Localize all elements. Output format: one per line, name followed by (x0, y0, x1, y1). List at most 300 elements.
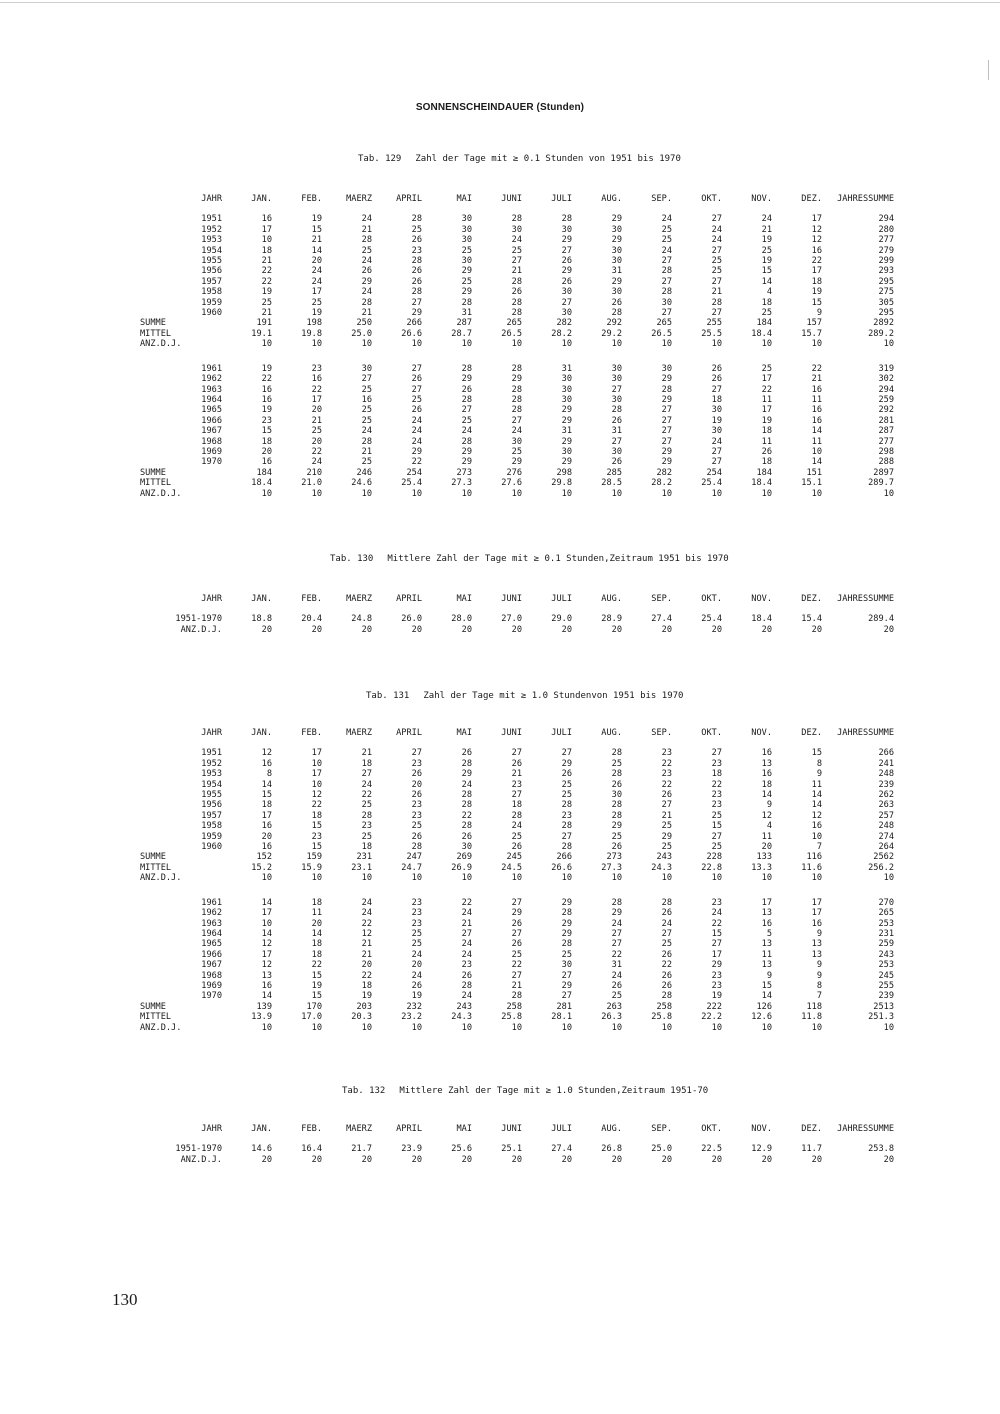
count-row (140, 625, 894, 635)
year-cell: 1966 (201, 415, 222, 426)
sum-row-value: 232 (406, 1001, 422, 1012)
month-value-cell: 18 (361, 758, 372, 769)
count-row-label: ANZ.D.J. (180, 1154, 222, 1165)
count-row-value: 10 (661, 1022, 672, 1033)
month-value-cell: 27 (611, 384, 622, 395)
count-row-value: 20 (461, 1154, 472, 1165)
count-row-label: ANZ.D.J. (180, 624, 222, 635)
month-value-cell: 30 (611, 287, 622, 298)
month-value-cell: 28 (411, 842, 422, 853)
mean-row-value: 28.7 (451, 328, 472, 339)
month-value-cell: 26 (461, 384, 472, 395)
month-value-cell: 23 (711, 790, 722, 801)
period-mean-row-value: 25.4 (701, 614, 722, 625)
month-value-cell: 18 (761, 457, 772, 468)
month-value-cell: 22 (361, 970, 372, 981)
month-value-cell: 24 (761, 214, 772, 225)
table-row (140, 950, 894, 960)
month-value-cell: 27 (661, 415, 672, 426)
year-cell: 1955 (201, 790, 222, 801)
count-row-value: 10 (883, 1022, 894, 1033)
month-value-cell: 29 (561, 266, 572, 277)
mean-row-value: 24.3 (651, 862, 672, 873)
column-header-month: AUG. (601, 728, 622, 738)
mean-row-value: 18.4 (251, 478, 272, 489)
month-value-cell: 23 (411, 918, 422, 929)
month-value-cell: 23 (461, 960, 472, 971)
table-row (140, 395, 894, 405)
month-value-cell: 19 (311, 980, 322, 991)
month-value-cell: 23 (711, 970, 722, 981)
month-value-cell: 29 (461, 457, 472, 468)
mean-row (140, 1012, 894, 1022)
table-row (140, 308, 894, 318)
annual-total-cell: 293 (878, 266, 894, 277)
count-row-value: 20 (311, 1154, 322, 1165)
month-value-cell: 22 (811, 256, 822, 267)
month-value-cell: 26 (711, 374, 722, 385)
month-value-cell: 15 (811, 297, 822, 308)
month-value-cell: 26 (411, 790, 422, 801)
count-row-value: 10 (661, 339, 672, 350)
mean-row-value: 26.5 (501, 328, 522, 339)
month-value-cell: 16 (261, 394, 272, 405)
month-value-cell: 16 (361, 394, 372, 405)
sum-row (140, 468, 894, 478)
month-value-cell: 22 (261, 266, 272, 277)
sum-row-value: 151 (806, 467, 822, 478)
month-value-cell: 26 (411, 980, 422, 991)
year-cell: 1951 (201, 214, 222, 225)
month-value-cell: 17 (811, 908, 822, 919)
column-header-month: APRIL (396, 194, 422, 204)
month-value-cell: 24 (711, 224, 722, 235)
month-value-cell: 20 (261, 831, 272, 842)
column-header-month: MAI (456, 1124, 472, 1134)
month-value-cell: 18 (711, 769, 722, 780)
month-value-cell: 18 (811, 276, 822, 287)
count-row-value: 20 (811, 624, 822, 635)
month-value-cell: 20 (311, 436, 322, 447)
count-row-value: 10 (561, 873, 572, 884)
count-row-value: 10 (311, 488, 322, 499)
month-value-cell: 25 (661, 821, 672, 832)
sum-row-value: 2513 (873, 1001, 894, 1012)
month-value-cell: 28 (611, 810, 622, 821)
sum-row-value: 247 (406, 852, 422, 863)
table-row (140, 447, 894, 457)
month-value-cell: 16 (261, 980, 272, 991)
sum-row-value: 246 (356, 467, 372, 478)
annual-total-cell: 288 (878, 457, 894, 468)
count-row-value: 10 (461, 339, 472, 350)
sum-row-value: 2897 (873, 467, 894, 478)
column-header-month: JULI (551, 594, 572, 604)
mean-row-value: 19.8 (301, 328, 322, 339)
count-row-value: 20 (511, 624, 522, 635)
month-value-cell: 15 (761, 266, 772, 277)
month-value-cell: 28 (611, 769, 622, 780)
month-value-cell: 28 (361, 436, 372, 447)
month-value-cell: 21 (361, 446, 372, 457)
table-header-row (140, 194, 894, 214)
count-row-value: 10 (811, 488, 822, 499)
table-row (140, 256, 894, 266)
month-value-cell: 26 (411, 276, 422, 287)
month-value-cell: 10 (811, 831, 822, 842)
column-header-month: FEB. (301, 594, 322, 604)
annual-total-cell: 253 (878, 960, 894, 971)
month-value-cell: 16 (261, 842, 272, 853)
annual-total-cell: 245 (878, 970, 894, 981)
month-value-cell: 23 (661, 769, 672, 780)
month-value-cell: 29 (561, 457, 572, 468)
year-cell: 1966 (201, 949, 222, 960)
table-row (140, 235, 894, 245)
month-value-cell: 14 (761, 790, 772, 801)
mean-row-value: 289.7 (868, 478, 894, 489)
column-header-month: DEZ. (801, 194, 822, 204)
count-row-value: 10 (311, 339, 322, 350)
month-value-cell: 24 (611, 970, 622, 981)
month-value-cell: 28 (511, 297, 522, 308)
period-mean-row-value: 11.7 (801, 1144, 822, 1155)
annual-total-cell: 294 (878, 214, 894, 225)
month-value-cell: 27 (561, 748, 572, 759)
table-131 (140, 728, 894, 1033)
month-value-cell: 17 (261, 949, 272, 960)
column-header-year: JAHR (201, 594, 222, 604)
count-row-value: 20 (411, 624, 422, 635)
month-value-cell: 15 (311, 970, 322, 981)
month-value-cell: 26 (611, 980, 622, 991)
block-gap (140, 350, 894, 364)
month-value-cell: 29 (661, 374, 672, 385)
table-row (140, 929, 894, 939)
month-value-cell: 11 (761, 831, 772, 842)
month-value-cell: 30 (611, 394, 622, 405)
month-value-cell: 29 (461, 266, 472, 277)
month-value-cell: 16 (811, 918, 822, 929)
annual-total-cell: 280 (878, 224, 894, 235)
period-mean-row-value: 29.0 (551, 614, 572, 625)
month-value-cell: 27 (711, 831, 722, 842)
month-value-cell: 25 (411, 821, 422, 832)
table-130-caption (330, 554, 729, 564)
annual-total-cell: 241 (878, 758, 894, 769)
count-row-value: 20 (611, 1154, 622, 1165)
month-value-cell: 16 (261, 758, 272, 769)
table-row (140, 405, 894, 415)
month-value-cell: 25 (411, 394, 422, 405)
column-header-month: JULI (551, 728, 572, 738)
month-value-cell: 28 (511, 810, 522, 821)
sum-row (140, 1002, 894, 1012)
sum-row-value: 210 (306, 467, 322, 478)
month-value-cell: 16 (261, 214, 272, 225)
month-value-cell: 21 (361, 308, 372, 319)
column-header-month: APRIL (396, 728, 422, 738)
month-value-cell: 25 (461, 245, 472, 256)
year-cell: 1969 (201, 980, 222, 991)
period-mean-row-value: 289.4 (868, 614, 894, 625)
month-value-cell: 28 (661, 384, 672, 395)
month-value-cell: 30 (561, 308, 572, 319)
period-mean-row-value: 253.8 (868, 1144, 894, 1155)
month-value-cell: 30 (561, 224, 572, 235)
column-header-month: JAN. (251, 728, 272, 738)
mean-row-label: MITTEL (140, 862, 172, 873)
annual-total-cell: 248 (878, 821, 894, 832)
annual-total-cell: 305 (878, 297, 894, 308)
month-value-cell: 26 (411, 769, 422, 780)
month-value-cell: 26 (461, 831, 472, 842)
year-cell: 1962 (201, 908, 222, 919)
month-value-cell: 29 (461, 446, 472, 457)
month-value-cell: 11 (311, 908, 322, 919)
month-value-cell: 31 (561, 363, 572, 374)
top-edge-rule (0, 2, 1000, 3)
mean-row-value: 28.1 (551, 1012, 572, 1023)
table-131-title: Zahl der Tage mit ≥ 1.0 Stundenvon 1951 bis 1970 (423, 691, 684, 701)
month-value-cell: 27 (461, 405, 472, 416)
month-value-cell: 23 (311, 363, 322, 374)
month-value-cell: 26 (611, 415, 622, 426)
month-value-cell: 29 (561, 897, 572, 908)
table-row (140, 821, 894, 831)
table-row (140, 960, 894, 970)
month-value-cell: 25 (511, 446, 522, 457)
count-row-value: 10 (311, 1022, 322, 1033)
month-value-cell: 30 (661, 297, 672, 308)
month-value-cell: 17 (311, 748, 322, 759)
mean-row-value: 27.3 (601, 862, 622, 873)
month-value-cell: 28 (511, 363, 522, 374)
month-value-cell: 19 (711, 991, 722, 1002)
sum-row-value: 245 (506, 852, 522, 863)
month-value-cell: 28 (361, 810, 372, 821)
annual-total-cell: 277 (878, 436, 894, 447)
month-value-cell: 24 (361, 908, 372, 919)
month-value-cell: 17 (811, 214, 822, 225)
table-row (140, 898, 894, 908)
annual-total-cell: 270 (878, 897, 894, 908)
month-value-cell: 24 (461, 779, 472, 790)
month-value-cell: 17 (811, 266, 822, 277)
year-cell: 1954 (201, 245, 222, 256)
month-value-cell: 26 (661, 980, 672, 991)
month-value-cell: 27 (511, 970, 522, 981)
year-cell: 1961 (201, 363, 222, 374)
mean-row-value: 15.1 (801, 478, 822, 489)
month-value-cell: 22 (311, 960, 322, 971)
mean-row-value: 20.3 (351, 1012, 372, 1023)
year-cell: 1954 (201, 779, 222, 790)
month-value-cell: 24 (461, 991, 472, 1002)
month-value-cell: 29 (561, 758, 572, 769)
month-value-cell: 15 (261, 426, 272, 437)
month-value-cell: 21 (661, 810, 672, 821)
month-value-cell: 30 (561, 374, 572, 385)
table-row (140, 437, 894, 447)
count-row-label: ANZ.D.J. (140, 1022, 182, 1033)
month-value-cell: 24 (711, 908, 722, 919)
count-row (140, 339, 894, 349)
month-value-cell: 27 (561, 970, 572, 981)
count-row-label: ANZ.D.J. (140, 339, 182, 350)
month-value-cell: 17 (261, 810, 272, 821)
period-mean-row-value: 27.4 (651, 614, 672, 625)
count-row-value: 20 (711, 624, 722, 635)
annual-total-cell: 299 (878, 256, 894, 267)
mean-row (140, 329, 894, 339)
month-value-cell: 24 (461, 939, 472, 950)
annual-total-cell: 295 (878, 308, 894, 319)
column-header-year: JAHR (201, 728, 222, 738)
month-value-cell: 19 (261, 287, 272, 298)
annual-total-cell: 292 (878, 405, 894, 416)
column-header-month: APRIL (396, 594, 422, 604)
table-row (140, 939, 894, 949)
table-row (140, 769, 894, 779)
month-value-cell: 27 (661, 256, 672, 267)
count-row-value: 20 (261, 1154, 272, 1165)
annual-total-cell: 281 (878, 415, 894, 426)
annual-total-cell: 253 (878, 918, 894, 929)
month-value-cell: 24 (411, 415, 422, 426)
month-value-cell: 16 (811, 384, 822, 395)
sum-row-value: 287 (456, 318, 472, 329)
annual-total-cell: 255 (878, 980, 894, 991)
month-value-cell: 25 (361, 800, 372, 811)
month-value-cell: 28 (511, 394, 522, 405)
count-row-value: 20 (561, 624, 572, 635)
month-value-cell: 27 (511, 790, 522, 801)
month-value-cell: 27 (661, 405, 672, 416)
month-value-cell: 25 (611, 758, 622, 769)
sum-row-label: SUMME (140, 467, 166, 478)
month-value-cell: 27 (361, 769, 372, 780)
count-row-value: 10 (411, 339, 422, 350)
month-value-cell: 23 (561, 810, 572, 821)
annual-total-cell: 239 (878, 779, 894, 790)
month-value-cell: 23 (411, 810, 422, 821)
month-value-cell: 23 (361, 821, 372, 832)
count-row-value: 10 (261, 339, 272, 350)
sum-row-value: 118 (806, 1001, 822, 1012)
month-value-cell: 30 (511, 436, 522, 447)
month-value-cell: 20 (311, 405, 322, 416)
month-value-cell: 12 (361, 928, 372, 939)
sum-row-value: 292 (606, 318, 622, 329)
table-row (140, 457, 894, 467)
mean-row-value: 24.3 (451, 1012, 472, 1023)
column-header-year: JAHR (201, 1124, 222, 1134)
month-value-cell: 24 (361, 779, 372, 790)
month-value-cell: 25 (511, 245, 522, 256)
month-value-cell: 9 (816, 928, 822, 939)
column-header-month: OKT. (701, 594, 722, 604)
table-129 (140, 194, 894, 499)
column-header-year: JAHR (201, 194, 222, 204)
month-value-cell: 22 (311, 384, 322, 395)
month-value-cell: 24 (461, 908, 472, 919)
mean-row-value: 26.5 (651, 328, 672, 339)
table-row (140, 981, 894, 991)
month-value-cell: 29 (661, 446, 672, 457)
count-row-value: 10 (361, 488, 372, 499)
month-value-cell: 28 (561, 821, 572, 832)
mean-row-value: 18.4 (751, 478, 772, 489)
month-value-cell: 24 (411, 436, 422, 447)
mean-row-value: 15.2 (251, 862, 272, 873)
mean-row-value: 256.2 (868, 862, 894, 873)
month-value-cell: 25 (561, 779, 572, 790)
month-value-cell: 28 (661, 991, 672, 1002)
column-header-month: MAI (456, 594, 472, 604)
count-row-value: 10 (261, 1022, 272, 1033)
annual-total-cell: 259 (878, 939, 894, 950)
month-value-cell: 14 (261, 897, 272, 908)
month-value-cell: 25 (361, 405, 372, 416)
month-value-cell: 17 (811, 897, 822, 908)
month-value-cell: 29 (661, 457, 672, 468)
mean-row-value: 27.3 (451, 478, 472, 489)
month-value-cell: 28 (711, 297, 722, 308)
count-row-value: 10 (261, 873, 272, 884)
month-value-cell: 28 (361, 297, 372, 308)
column-header-month: SEP. (651, 594, 672, 604)
column-header-month: APRIL (396, 1124, 422, 1134)
month-value-cell: 28 (411, 214, 422, 225)
table-header-row (140, 728, 894, 748)
month-value-cell: 18 (511, 800, 522, 811)
mean-row-value: 25.8 (651, 1012, 672, 1023)
table-row (140, 748, 894, 758)
table-row (140, 811, 894, 821)
month-value-cell: 23 (411, 758, 422, 769)
column-header-month: NOV. (751, 194, 772, 204)
month-value-cell: 27 (561, 991, 572, 1002)
period-mean-row-value: 20.4 (301, 614, 322, 625)
month-value-cell: 29 (361, 276, 372, 287)
month-value-cell: 28 (561, 214, 572, 225)
month-value-cell: 26 (561, 276, 572, 287)
year-cell: 1961 (201, 897, 222, 908)
mean-row-value: 26.6 (551, 862, 572, 873)
month-value-cell: 12 (261, 748, 272, 759)
month-value-cell: 23 (411, 245, 422, 256)
table-131-label: Tab. 131 (366, 691, 410, 701)
count-row-value: 10 (883, 873, 894, 884)
month-value-cell: 25 (661, 939, 672, 950)
mean-row-value: 26.3 (601, 1012, 622, 1023)
table-row (140, 374, 894, 384)
table-row (140, 800, 894, 810)
month-value-cell: 27 (661, 276, 672, 287)
month-value-cell: 29 (511, 908, 522, 919)
count-row-value: 10 (811, 1022, 822, 1033)
table-row (140, 246, 894, 256)
column-header-total: JAHRESSUMME (837, 1124, 894, 1134)
sum-row-value: 184 (756, 467, 772, 478)
month-value-cell: 15 (711, 821, 722, 832)
table-row (140, 759, 894, 769)
month-value-cell: 23 (411, 897, 422, 908)
month-value-cell: 30 (511, 224, 522, 235)
period-mean-row (140, 1144, 894, 1154)
month-value-cell: 14 (811, 426, 822, 437)
